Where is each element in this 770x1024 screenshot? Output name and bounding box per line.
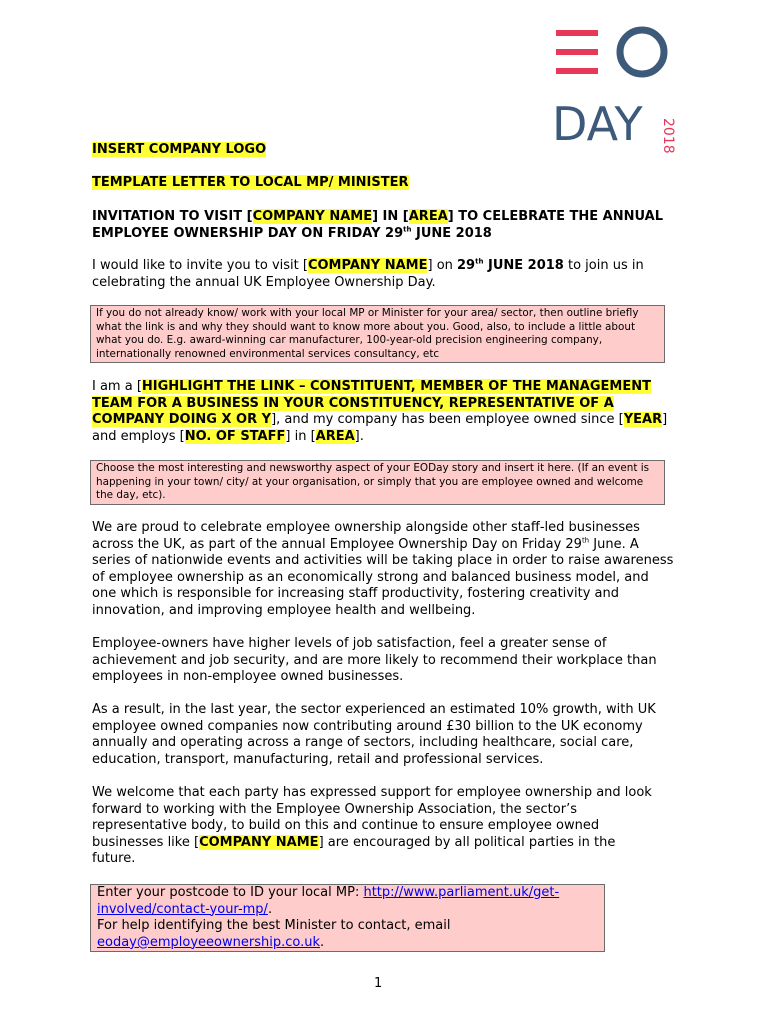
- employee-owners-paragraph: Employee-owners have higher levels of job satisfaction, feel a greater sense of achievement and job security, and are more likely to recommend their workplace than employees in non-employee owned businesses.: [92, 636, 657, 685]
- parliament-contact-link[interactable]: http://www.parliament.uk/get-involved/contact-your-mp/: [97, 885, 560, 917]
- eoday-email-link[interactable]: eoday@employeeownership.co.uk: [97, 934, 320, 950]
- note-eoday-story: Choose the most interesting and newsworthy aspect of your EODay story and insert it here. (If an event is happening in your town/ city/ at your organisation, or simply that you are employee owned and welcome the day, etc).: [90, 460, 665, 505]
- logo-year-text: 2018: [660, 118, 676, 154]
- sector-growth-paragraph: As a result, in the last year, the sector experienced an estimated 10% growth, with UK employee owned companies now contributing around £30 billion to the UK economy annually and operating across a range of sectors, including healthcare, social care, education, transport, manufacturing, retail and professional services.: [92, 702, 656, 767]
- find-mp-text: Enter your postcode to ID your local MP:: [97, 885, 364, 900]
- insert-logo-heading: INSERT COMPANY LOGO: [92, 142, 267, 157]
- logo-day-text: DAY: [552, 97, 643, 151]
- eoday-2018-logo: [548, 24, 676, 154]
- page-number: 1: [374, 976, 383, 991]
- proud-paragraph: We are proud to celebrate employee ownership alongside other staff-led businesses across the UK, as part of the annual Employee Ownership Day on Friday 29th June. A series of nationwide events and activities will be taking place in order to raise awareness of employee ownership as an economically strong and balanced business model, and one which is responsible for increasing staff productivity, fostering creativity and innovation, and improving employee health and wellbeing.: [92, 520, 674, 618]
- invitation-title: INVITATION TO VISIT [COMPANY NAME] IN [AREA] TO CELEBRATE THE ANNUAL EMPLOYEE OWNERSHIP DAY ON FRIDAY 29th JUNE 2018: [92, 209, 663, 241]
- link-paragraph: I am a [HIGHLIGHT THE LINK – CONSTITUENT, MEMBER OF THE MANAGEMENT TEAM FOR A BUSINESS IN YOUR CONSTITUENCY, REPRESENTATIVE OF A COMPANY DOING X OR Y], and my company has been employee owned since [YEAR] and employs [NO. OF STAFF] in [AREA].: [92, 379, 668, 444]
- intro-paragraph: I would like to invite you to visit [COMPANY NAME] on 29th JUNE 2018 to join us in celebrating the annual UK Employee Ownership Day.: [92, 257, 644, 290]
- minister-help-text: For help identifying the best Minister to contact, email: [97, 918, 451, 934]
- note-mp-link-guidance: If you do not already know/ work with your local MP or Minister for your area/ sector, then outline briefly what the link is and why they should want to know more about you. Good, also, to include a little about what you do. E.g. award-winning car manufacturer, 100-year-old precision engineering company, internationally renowned environmental services consultancy, etc: [90, 305, 665, 363]
- find-mp-box: Enter your postcode to ID your local MP: http://www.parliament.uk/get-involved/contact-your-mp/. For help identifying the best Minister to contact, email eoday@employeeownership.co.uk.: [90, 884, 605, 952]
- template-title: TEMPLATE LETTER TO LOCAL MP/ MINISTER: [92, 175, 409, 190]
- welcome-paragraph: We welcome that each party has expressed support for employee ownership and look forward to working with the Employee Ownership Association, the sector’s representative body, to build on this and continue to ensure employee owned businesses like [COMPANY NAME] are encouraged by all political parties in the future.: [92, 785, 652, 867]
